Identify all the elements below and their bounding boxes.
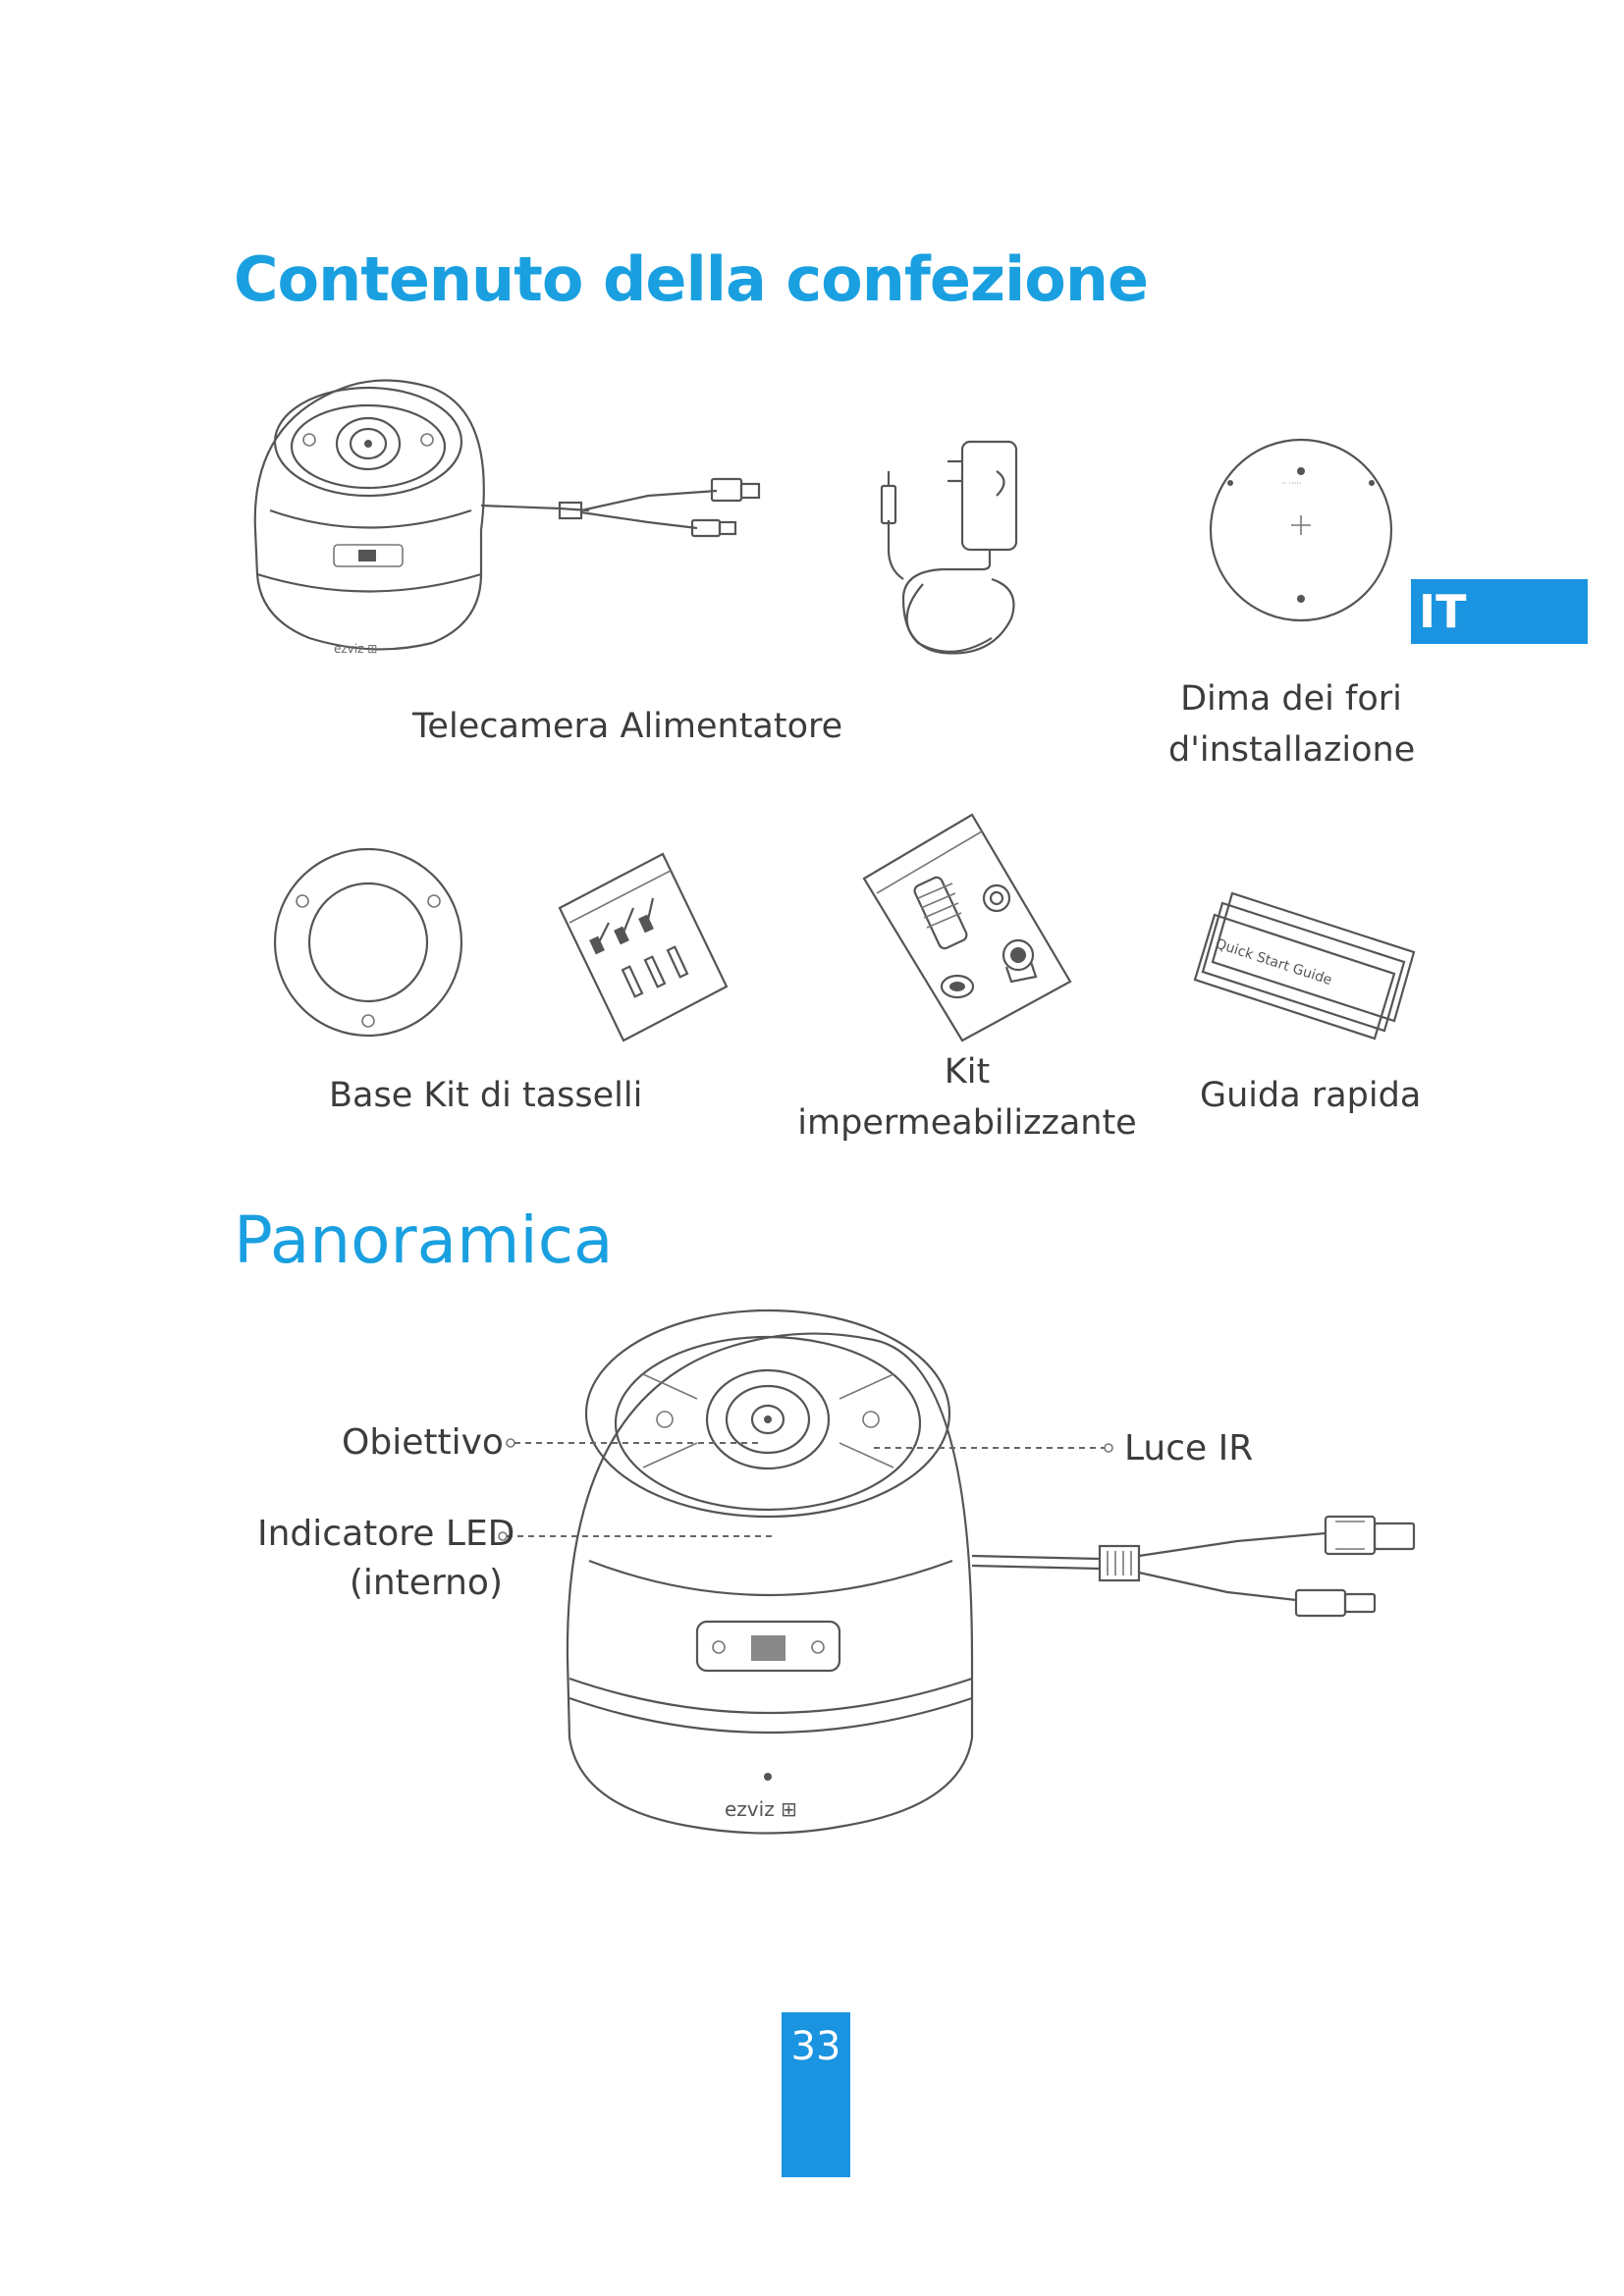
led-label — [257, 1510, 515, 1608]
camera-power-caption: Telecamera Alimentatore — [412, 707, 843, 746]
page-number: 33 — [782, 2012, 850, 2177]
waterproof-caption-line1: Kit — [944, 1052, 991, 1092]
led-label-line1: Indicatore LED — [257, 1514, 515, 1554]
overview-title: Panoramica — [234, 1202, 614, 1278]
guide-cover-text: Quick Start Guide — [1213, 935, 1334, 989]
base-screws-caption: Base Kit di tasselli — [329, 1076, 643, 1115]
waterproof-caption-line2: impermeabilizzante — [797, 1103, 1137, 1143]
language-tab: IT — [1411, 579, 1588, 644]
contents-title: Contenuto della confezione — [234, 243, 1149, 315]
ir-light-label: Luce IR — [1124, 1428, 1254, 1468]
guide-caption: Guida rapida — [1200, 1076, 1422, 1115]
svg-text:ezviz ⊞: ezviz ⊞ — [334, 642, 378, 656]
svg-text:·· ·····: ·· ····· — [1281, 479, 1302, 488]
template-caption-line1: Dima dei fori — [1180, 679, 1402, 719]
template-caption-line2: d'installazione — [1168, 730, 1416, 770]
svg-text:ezviz ⊞: ezviz ⊞ — [725, 1797, 797, 1821]
led-label-line2: (interno) — [349, 1563, 503, 1603]
lens-label: Obiettivo — [342, 1422, 504, 1463]
